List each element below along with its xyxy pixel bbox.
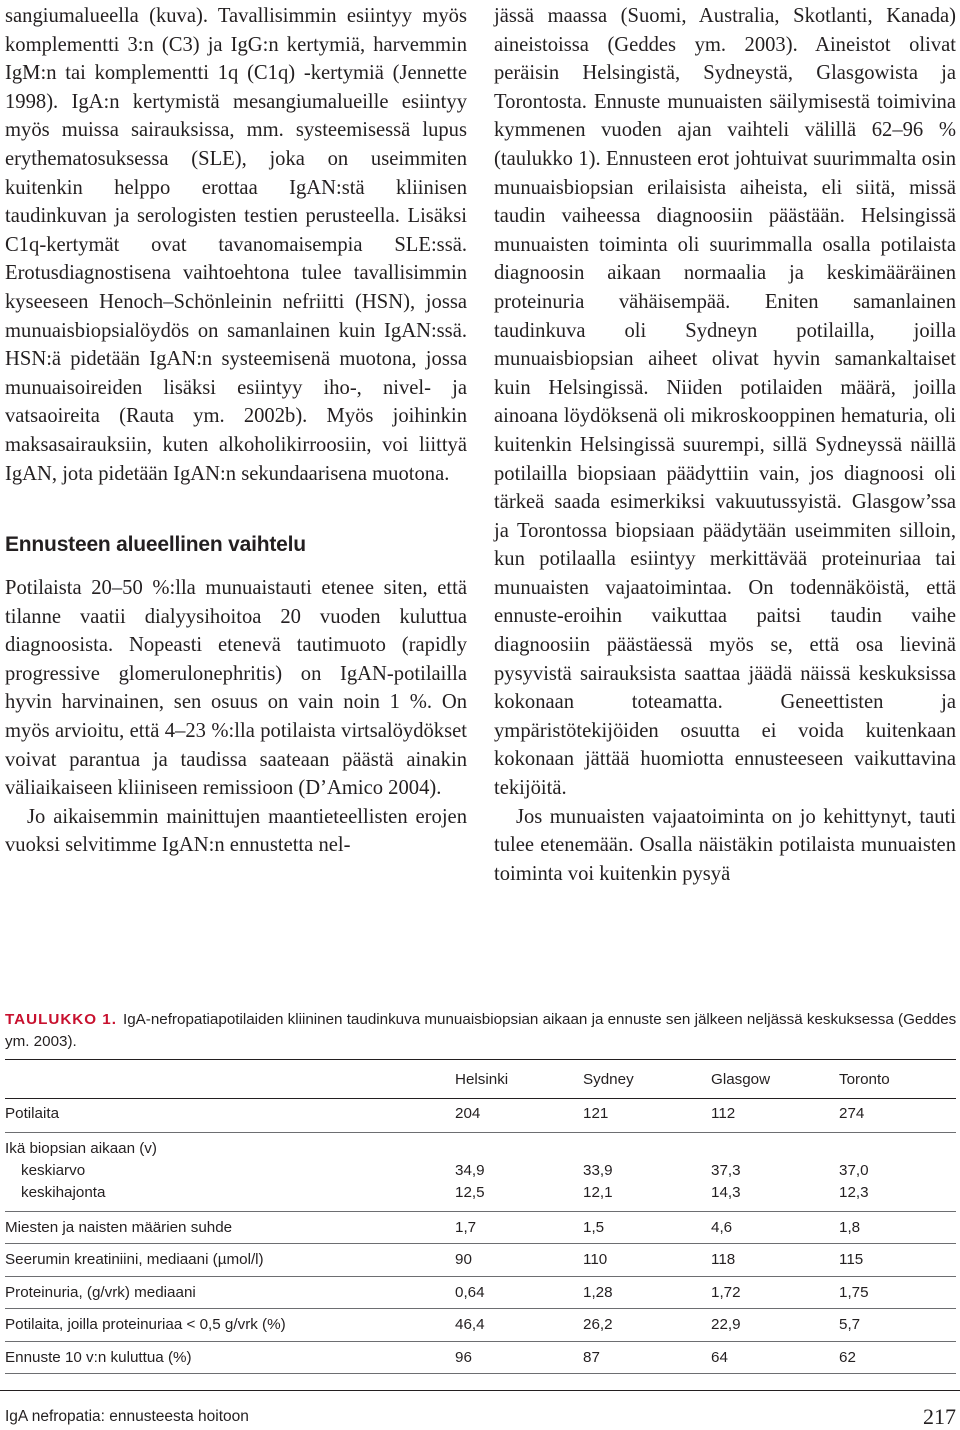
table-header-row: [5, 1060, 956, 1099]
table-cell: 64: [711, 1341, 839, 1373]
table-cell: 12,5: [455, 1181, 583, 1211]
table-caption-label: TAULUKKO 1.: [5, 1011, 117, 1028]
page-number: 217: [923, 1404, 956, 1429]
table-cell: 115: [839, 1243, 956, 1276]
table-row: [5, 1276, 956, 1308]
table-cell: 110: [583, 1243, 711, 1276]
table-cell: [583, 1133, 711, 1158]
table-header-cell: [5, 1060, 455, 1099]
table-caption-text: IgA-nefropatiapotilaiden kliininen taudinkuva munuaisbiopsian aikaan ja ennuste sen jälkeen neljässä keskuksessa (Geddes ym. 2003).: [5, 1011, 957, 1050]
footer-divider: [0, 1390, 960, 1391]
table-cell: 14,3: [711, 1181, 839, 1211]
table-cell: Ennuste 10 v:n kuluttua (%): [5, 1341, 455, 1373]
section-heading: Ennusteen alueellinen vaihtelu: [5, 533, 306, 557]
table-cell: Seerumin kreatiniini, mediaani (µmol/l): [5, 1243, 455, 1276]
table-cell: Potilaita: [5, 1099, 455, 1133]
table-cell: 46,4: [455, 1308, 583, 1341]
text-column-left: [5, 2, 467, 860]
table-cell: 1,72: [711, 1276, 839, 1308]
table-cell: 37,3: [711, 1162, 741, 1179]
table-cell: Proteinuria, (g/vrk) mediaani: [5, 1276, 455, 1308]
table-cell: 1,28: [583, 1276, 711, 1308]
table-cell: 96: [455, 1341, 583, 1373]
table-row: [5, 1243, 956, 1276]
table-cell: 1,8: [839, 1211, 956, 1243]
body-paragraph: sangiumalueella (kuva). Tavallisimmin esiintyy myös komplementti 3:n (C3) ja IgG:n kertymiä, harvemmin IgM:n tai komplementti 1q (C1q) -kertymiä (Jennette 1998). IgA:n kertymistä mesangiumalueille esiintyy myös muissa sairauksissa, mm. systeemisessä lupus erythematosuksessa (SLE), joka on useimmiten kuitenkin helppo erottaa IgAN:stä kliinisen taudinkuvan ja serologisten testien perusteella. Lisäksi C1q-kertymät ovat tavanomaisempia SLE:ssä. Erotusdiagnostisena vaihtoehtona tulee tavallisimmin kyseeseen Henoch–Schönleinin nefriitti (HSN), jossa munuaisbiopsialöydös on samanlainen kuin IgAN:ssä. HSN:ä pidetään IgAN:n systeemisenä muotona, jossa munuaisoireiden lisäksi esiintyy iho-, nivel- ja vatsaoireita (Rauta ym. 2002b). Myös joihinkin maksasairauksiin, kuten alkoholikirroosiin, voi liittyä IgAN, jota pidetään IgAN:n sekundaarisena muotona.: [5, 5, 467, 485]
table-cell: 0,64: [455, 1276, 583, 1308]
table-cell: 4,6: [711, 1211, 839, 1243]
table-cell: 1,5: [583, 1211, 711, 1243]
table-cell: [711, 1133, 839, 1158]
table-row: [5, 1099, 956, 1133]
table-row: [5, 1341, 956, 1373]
table-cell: 37,0: [839, 1162, 869, 1179]
text-column-right: [494, 2, 956, 888]
table-cell: 34,9: [455, 1162, 485, 1179]
table-cell: Potilaita, joilla proteinuriaa < 0,5 g/vrk (%): [5, 1308, 455, 1341]
table-cell: 62: [839, 1341, 956, 1373]
table-header-cell: Toronto: [839, 1060, 956, 1099]
table-cell: 204: [455, 1099, 583, 1133]
table-cell: [839, 1133, 956, 1158]
table-row: [5, 1308, 956, 1341]
table-header-cell: Sydney: [583, 1060, 711, 1099]
running-title: IgA nefropatia: ennusteesta hoitoon: [5, 1408, 249, 1425]
table-cell: keskiarvo: [21, 1162, 86, 1179]
table-cell: 12,3: [839, 1181, 956, 1211]
table-caption: [5, 1009, 957, 1053]
body-paragraph: jässä maassa (Suomi, Australia, Skotlanti, Kanada) aineistoissa (Geddes ym. 2003). Aineistot olivat peräisin Helsingistä, Sydneystä, Glasgowista ja Torontosta. Ennuste munuaisten säilymisestä toimivina kymmenen vuoden ajan vaihteli välillä 62–96 % (taulukko 1). Ennusteen erot johtuivat suurimmalta osin munuaisbiopsian erilaisista aiheista, eli siitä, missä taudin vaiheessa diagnoosiin päästään. Helsingissä munuaisten toiminta oli suurimmalla osalla potilaista diagnoosin aikaan normaalia ja keskimääräinen proteinuria vähäisempää. Eniten samanlainen taudinkuva oli Sydneyn potilailla, joilla munuaisbiopsian aiheet olivat hyvin samankaltaiset kuin Helsingissä. Niiden potilaiden määrä, joilla ainoana löydöksenä oli mikroskooppinen hematuria, oli kuitenkin Helsingissä suurempi, sillä Sydneyssä näillä potilailla biopsiaan päädyttiin vain, jos diagnoosi oli tärkeä saada esimerkiksi vakuutussyistä. Glasgow’ssa ja Torontossa biopsiaan päädytään useimmiten silloin, kun potilaalla esiintyy merkittävää proteinuriaa tai munuaisten vajaatoimintaa. On todennäköistä, että ennuste-eroihin vaikuttaa paitsi taudin vaihe diagnoosiin päästäessä myös se, että osa lievinä pysyvistä sairauksista saattaa jäädä näissä keskuksissa kokonaan toteamatta. Geneettisten ja ympäristötekijöiden osuutta ei voida kuitenkaan kokonaan jättää huomiotta ennusteeseen vaikuttavina tekijöitä.: [494, 5, 956, 800]
table-cell: 87: [583, 1341, 711, 1373]
body-paragraph: Jo aikaisemmin mainittujen maantieteellisten erojen vuoksi selvitimme IgAN:n ennustetta nel-: [5, 805, 467, 857]
table-row: [5, 1133, 956, 1158]
table-cell: 33,9: [583, 1162, 613, 1179]
table-row: [5, 1211, 956, 1243]
body-paragraph: Potilaista 20–50 %:lla munuaistauti etenee siten, että tilanne vaatii dialyysihoitoa 20 vuoden kuluttua diagnoosista. Nopeasti etenevä tautimuoto (rapidly progressive glomerulonephritis) on IgAN-potilailla hyvin harvinainen, sen osuus on vain noin 1 %. On myös arvioitu, että 4–23 %:lla potilaista virtsalöydökset voivat parantua ja taudissa saateaan päästä ainakin väliaikaiseen kliiniseen remissioon (D’Amico 2004).: [5, 577, 467, 800]
data-table: [5, 1059, 956, 1374]
table-cell: 274: [839, 1099, 956, 1133]
table-header-cell: Glasgow: [711, 1060, 839, 1099]
body-paragraph: Jos munuaisten vajaatoiminta on jo kehittynyt, tauti tulee etenemään. Osalla näistäkin potilaista munuaisten toiminta voi kuitenkin pysyä: [494, 805, 956, 885]
table-cell: 118: [711, 1243, 839, 1276]
table-cell: 90: [455, 1243, 583, 1276]
table-cell: 121: [583, 1099, 711, 1133]
table-cell: Ikä biopsian aikaan (v): [5, 1140, 157, 1157]
table-cell: keskihajonta: [5, 1181, 455, 1211]
table-cell: Miesten ja naisten määrien suhde: [5, 1211, 455, 1243]
table-cell: 12,1: [583, 1181, 711, 1211]
table-cell: 1,75: [839, 1276, 956, 1308]
table-cell: 1,7: [455, 1211, 583, 1243]
table-cell: 22,9: [711, 1308, 839, 1341]
table-cell: 112: [711, 1099, 839, 1133]
table-row: [5, 1157, 956, 1181]
table-cell: [455, 1133, 583, 1158]
table-cell: 26,2: [583, 1308, 711, 1341]
table-cell: 5,7: [839, 1308, 956, 1341]
table-header-cell: Helsinki: [455, 1060, 583, 1099]
table-row: [5, 1181, 956, 1211]
